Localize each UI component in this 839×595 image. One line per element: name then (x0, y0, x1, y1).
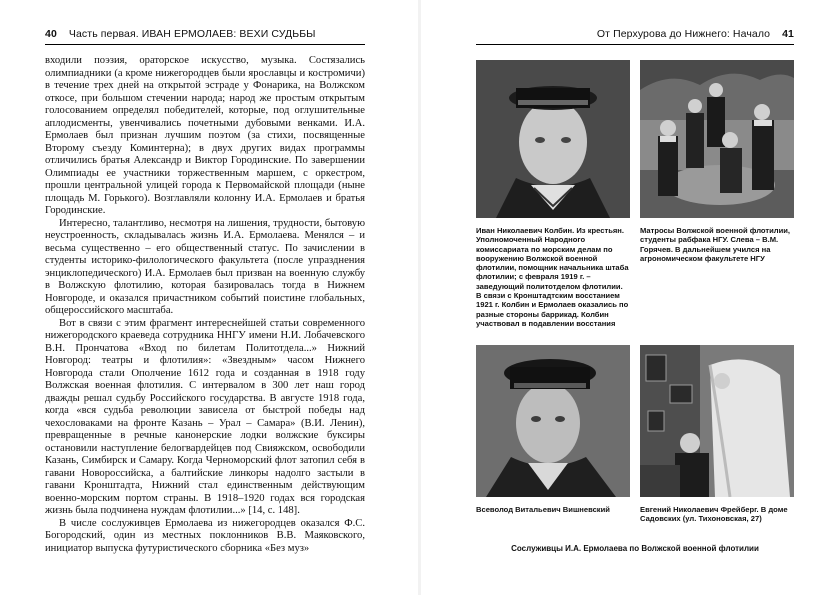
right-running-title: От Перхурова до Нижнего: Начало (596, 28, 771, 40)
left-page (0, 0, 419, 595)
sailors-group-photo (640, 60, 794, 218)
paragraph: Интересно, талантливо, несмотря на лишения, трудности, бытовую неустроенность, складывалась жизнь И.А. Ермолаева. Менялся – и весьма существенно – его общественный статус. По зачислении в студенты историко-филологического факультета (после упразднения энциклопедического) И.А. Ермолаев был призван на военную службу в Волжскую флотилию, которая базировалась тогда в Нижнем Новгороде, и оказался причастником событий поистине глобальных, общероссийского масштаба. (45, 217, 365, 316)
portrait-photo-icon (476, 60, 630, 218)
portrait-photo-icon (476, 345, 630, 497)
right-page (420, 0, 839, 595)
vishnevsky-portrait-photo (476, 345, 630, 497)
kolbin-portrait-photo (476, 60, 630, 218)
sailors-caption: Матросы Волжской военной флотилии, студенты рабфака НГУ. Слева – В.М. Горячев. В дальнейшем учился на агрономическом факультете НГУ (640, 226, 791, 263)
vishnevsky-caption: Всеволод Витальевич Вишневский (476, 505, 610, 514)
left-page-number: 40 (45, 28, 57, 40)
right-running-head (596, 26, 794, 42)
paragraph: В числе сослуживцев Ермолаева из нижегородцев оказался Ф.С. Богородский, один из местных поклонников В.В. Маяковского, инициатор выпуска футуристического сборника «Без муз» (45, 517, 365, 554)
left-header-rule (45, 44, 365, 45)
right-header-rule (476, 44, 794, 45)
freiberg-interior-photo (640, 345, 794, 497)
left-running-head (45, 26, 365, 42)
freiberg-caption: Евгений Николаевич Фрейберг. В доме Садовских (ул. Тихоновская, 27) (640, 505, 788, 524)
right-page-number: 41 (782, 28, 794, 40)
paragraph: входили поэзия, ораторское искусство, музыка. Состязались олимпиадники (а кроме нижегородцев были ярославцы и костромичи) в течение трех дней на открытой эстраде у Фонарика, на Волжском откосе, при большом стечении народа; народ же простым открытым голосованием определял победителей, которые, под оглушительные аплодисменты, увенчивались почетными дубовыми венками. И.А. Ермолаев был признан лучшим поэтом (за стихи, посвященные Второму съезду Коминтерна); в двух других видах программы отличились братья Александр и Виктор Городинские. По завершении Олимпиады ее участники торжественным маршем, с оркестром, прошли центральной улицей города к Первомайской площади (ныне площадь М. Горького). Возглавляли колонну И.А. Ермолаев и братья Городинские. (45, 55, 365, 216)
left-running-title: Часть первая. ИВАН ЕРМОЛАЕВ: ВЕХИ СУДЬБЫ (68, 28, 316, 40)
interior-photo-icon (640, 345, 794, 497)
kolbin-caption: Иван Николаевич Колбин. Из крестьян. Уполномоченный Народного комиссариата по морским делам по вооружению Волжской военной флотилии, помощник начальника штаба флотилии; с февраля 1919 г. – заведующий политотделом флотилии. В связи с Кронштадтским восстанием 1921 г. Колбин и Ермолаев оказались по разные стороны баррикад. Колбин участвовал в подавлении восстания (476, 226, 629, 328)
body-text (45, 55, 365, 555)
figure-group-caption: Сослуживцы И.А. Ермолаева по Волжской военной флотилии (511, 544, 759, 553)
group-photo-icon (640, 60, 794, 218)
paragraph: Вот в связи с этим фрагмент интереснейшей статьи современного нижегородского краеведа сотрудника ННГУ имени Н.И. Лобачевского В.Н. Прончатова «Вход по билетам Политотдела...» Нижний Новгород: театры и флотилия»: «Звездным» часом Нижнего Новгорода стали Ополчение 1612 года и созданная в 1918 году Волжская военная флотилия. С интервалом в 300 лет наш город дважды решал судьбу Российского государства. В августе 1918 года, когда «вся судьба революции зависела от быстрой победы над чехословаками на фронте Казань – Урал – Самара» (В.И. Ленин), превращенные в речные канонерские лодки волжские буксиры остановили наступление белогвардейцев под Свияжском, освободили Казань, Симбирск и Самару. Когда Черноморский флот затопил себя в гавани Новороссийска, а балтийские линкоры надолго застыли в гавани Кронштадта, Нижний стал единственным действующим военно-морским портом страны. В 1918–1920 годах вся городская жизнь была подчинена нуждам флотилии...» [14, с. 148]. (45, 317, 365, 516)
